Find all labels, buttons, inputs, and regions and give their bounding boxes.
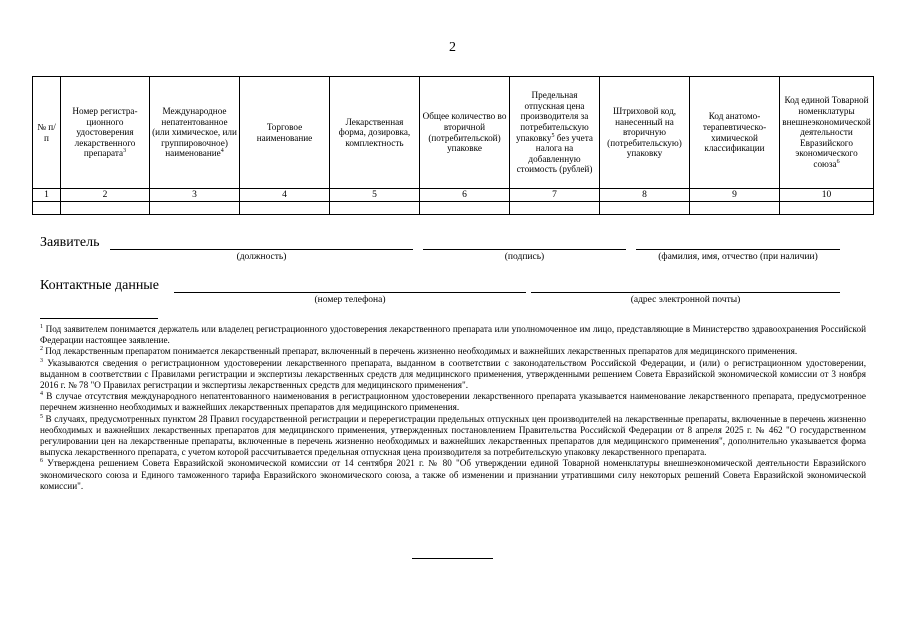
page-number: 2 bbox=[449, 40, 456, 55]
column-number: 10 bbox=[780, 189, 874, 202]
table-cell[interactable] bbox=[150, 202, 240, 215]
applicant-label: Заявитель bbox=[40, 235, 100, 250]
applicant-position-line[interactable] bbox=[110, 249, 413, 250]
fullname-caption: (фамилия, имя, отчество (при наличии) bbox=[658, 252, 818, 262]
table-cell[interactable] bbox=[600, 202, 690, 215]
footnote: $^1$ Под заявителем понимается держатель или владелец регистрационного удостоверения лекарственного препарата или уполномоченное им лицо, представляющие в Министерство здравоохранения Российской Федерации настоящее заявление. bbox=[40, 323, 867, 346]
phone-line[interactable] bbox=[174, 292, 526, 293]
header-cell: Лекарственная форма, дозировка, комплектность bbox=[330, 77, 420, 189]
table-cell[interactable] bbox=[690, 202, 780, 215]
header-cell: Номер регистра-ционного удостоверения лекарственного препарата$^3$ bbox=[61, 77, 150, 189]
table-header-row bbox=[33, 77, 874, 189]
column-number: 6 bbox=[420, 189, 510, 202]
footnote-separator bbox=[40, 318, 158, 319]
table-cell[interactable] bbox=[61, 202, 150, 215]
table-cell[interactable] bbox=[780, 202, 874, 215]
table-cell[interactable] bbox=[33, 202, 61, 215]
applicant-signature-line[interactable] bbox=[423, 249, 626, 250]
header-cell: Предельная отпускная цена производителя за потребительскую упаковку$^5$ без учета налога на добавленную стоимость (рублей) bbox=[510, 77, 600, 189]
footnote: $^6$ Утверждена решением Совета Евразийской экономической комиссии от 14 сентября 2021 г. № 80 "Об утверждении единой Товарной номенклатуры внешнеэкономической деятельности Евразийского экономического союза и Единого таможенного тарифа Евразийского экономического союза, а также об изменении и признании утратившими силу некоторых решений Совета Евразийской экономической комиссии". bbox=[40, 458, 867, 491]
column-number: 4 bbox=[240, 189, 330, 202]
header-cell: Код единой Товарной номенклатуры внешнеэкономической деятельности Евразийского экономического союза$^6$ bbox=[780, 77, 874, 189]
column-number-row bbox=[33, 189, 874, 202]
footnote: $^4$ В случае отсутствия международного непатентованного наименования в регистрационном удостоверении лекарственного препарата указывается наименование лекарственного препарата, предусмотренное перечнем жизненно необходимых и важнейших лекарственных препаратов для медицинского применения. bbox=[40, 391, 866, 413]
table-cell[interactable] bbox=[420, 202, 510, 215]
table-cell[interactable] bbox=[510, 202, 600, 215]
email-line[interactable] bbox=[531, 292, 840, 293]
header-cell: Код анатомо-терапевтическо-химической классификации bbox=[690, 77, 780, 189]
column-number: 5 bbox=[330, 189, 420, 202]
column-number: 2 bbox=[61, 189, 150, 202]
table-cell[interactable] bbox=[330, 202, 420, 215]
applicant-fullname-line[interactable] bbox=[636, 249, 840, 250]
phone-caption: (номер телефона) bbox=[314, 295, 386, 305]
column-number: 7 bbox=[510, 189, 600, 202]
column-number: 1 bbox=[33, 189, 61, 202]
contacts-label: Контактные данные bbox=[40, 278, 159, 293]
footnote: $^5$ В случаях, предусмотренных пунктом 28 Правил государственной регистрации и перерегистрации предельных отпускных цен производителей на лекарственные препараты, включенные в перечень жизненно необходимых и важнейших лекарственных препаратов для медицинского применения, утвержденных постановлением Правительства Российской Федерации от 8 апреля 2025 г. № 462 "О государственном регулировании цен на лекарственные препараты, включенные в перечень жизненно необходимых и важнейших лекарственных препаратов для медицинского применения", дополнительно указывается форма выпуска лекарственного препарата, с учетом которой рассчитывается предельная отпускная цена производителя за потребительскую упаковку лекарственного препарата. bbox=[40, 413, 866, 458]
end-line bbox=[412, 558, 493, 559]
position-caption: (должность) bbox=[236, 252, 287, 262]
header-cell: Торговое наименование bbox=[240, 77, 330, 189]
header-cell: Штриховой код, нанесенный на вторичную (потребительскую) упаковку bbox=[600, 77, 690, 189]
column-number: 8 bbox=[600, 189, 690, 202]
column-number: 3 bbox=[150, 189, 240, 202]
header-cell: Общее количество во вторичной (потребительской) упаковке bbox=[420, 77, 510, 189]
signature-caption: (подпись) bbox=[504, 252, 545, 262]
table-cell[interactable] bbox=[240, 202, 330, 215]
price-registration-table bbox=[32, 76, 874, 215]
empty-data-row bbox=[33, 202, 874, 215]
footnote: $^3$ Указываются сведения о регистрационном удостоверении лекарственного препарата, выданном в соответствии с законодательством Российской Федерации, и (или) о регистрационном удостоверении, выданном в соответствии с Правилами регистрации и экспертизы лекарственных средств для медицинского применения, утвержденными решением Совета Евразийской экономической комиссии от 3 ноября 2016 г. № 78 "О Правилах регистрации и экспертизы лекарственных средств для медицинского применения". bbox=[40, 357, 867, 391]
column-number: 9 bbox=[690, 189, 780, 202]
email-caption: (адрес электронной почты) bbox=[630, 295, 741, 305]
footnote: $^2$ Под лекарственным препаратом понимается лекарственный препарат, включенный в перечень жизненно необходимых и важнейших лекарственных препаратов для медицинского применения. bbox=[40, 346, 798, 357]
footnotes bbox=[40, 324, 866, 492]
header-cell: № п/п bbox=[33, 77, 61, 189]
header-cell: Международное непатентованное (или химическое, или группировочное) наименование$^4$ bbox=[150, 77, 240, 189]
